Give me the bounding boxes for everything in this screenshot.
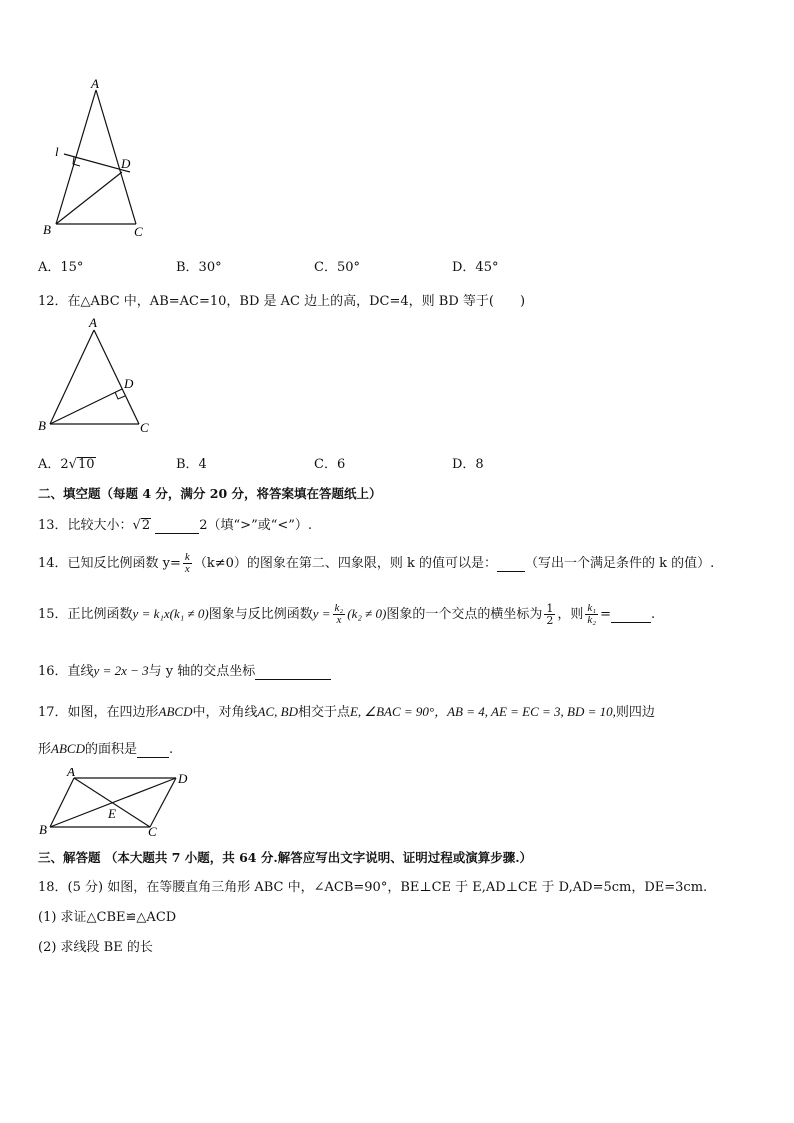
- q15-expr2-fraction: [333, 603, 346, 626]
- q17-figure: [36, 768, 196, 838]
- q12-label-b: B: [38, 418, 46, 433]
- q16-answer-blank[interactable]: [255, 664, 331, 680]
- q18-part1: (1) 求证△CBE≌△ACD: [38, 910, 177, 925]
- q14-prefix: 14．已知反比例函数 y=: [38, 556, 181, 571]
- q17-label-b: B: [39, 822, 47, 837]
- q11-option-d[interactable]: D．45°: [452, 260, 499, 275]
- q15-expr2-lhs: y =: [312, 606, 331, 621]
- q16-suffix: 与 y 轴的交点坐标: [148, 664, 256, 679]
- q11-label-c: C: [134, 224, 143, 239]
- q12-figure: [36, 316, 158, 436]
- q11-figure: [40, 78, 150, 240]
- q15-expr1: y = k₁x(k₁ ≠ 0): [132, 606, 209, 621]
- q14-frac-num: k: [184, 551, 190, 563]
- q14-suffix: （写出一个满足条件的 k 的值）.: [525, 556, 715, 571]
- q13: [38, 514, 312, 534]
- q17-label-c: C: [148, 824, 157, 838]
- q15-expr2-num: k₂: [334, 602, 344, 614]
- q16-expr: y = 2x − 3: [93, 663, 149, 678]
- q16: [38, 660, 331, 680]
- q11-label-l: l: [55, 144, 59, 159]
- q13-prefix: 13．比较大小：: [38, 518, 133, 533]
- q17-abcd: ABCD: [158, 704, 193, 719]
- q17-line2-a: 形: [38, 742, 52, 757]
- q17-line1-a: 17．如图，在四边形: [38, 705, 159, 720]
- q17-label-d: D: [178, 771, 188, 786]
- q14-frac-den: x: [184, 563, 190, 575]
- q17-label-e: E: [108, 806, 116, 821]
- q17-abcd-2: ABCD: [51, 741, 85, 756]
- q15-prefix: 15．正比例函数: [38, 607, 133, 622]
- q17-line2: 形ABCD的面积是 .: [38, 741, 174, 757]
- q17-line1-b: 中，对角线: [192, 705, 258, 720]
- q14-fraction: [183, 552, 192, 575]
- q11-label-a: A: [91, 78, 99, 91]
- q12-option-a-radicand: 10: [77, 457, 95, 472]
- q17-line1-c: 相交于点: [297, 705, 350, 720]
- q15-half-fraction: [544, 603, 555, 626]
- q12-option-a-prefix: A．2: [38, 457, 69, 472]
- q15-half-den: 2: [546, 614, 554, 627]
- q17-answer-blank[interactable]: [137, 742, 169, 758]
- q12-option-a[interactable]: [38, 453, 96, 472]
- q17-label-a: A: [67, 768, 75, 779]
- q15-answer-blank[interactable]: [611, 607, 651, 623]
- q15-expr2-den: x: [336, 614, 342, 626]
- q17-line2-b: 的面积是: [84, 742, 137, 757]
- q13-radicand: 2: [141, 518, 151, 533]
- section3-heading: 三、解答题 （本大题共 7 小题，共 64 分.解答应写出文字说明、证明过程或演算步骤.）: [38, 850, 533, 865]
- section2-heading: 二、填空题（每题 4 分，满分 20 分，将答案填在答题纸上）: [38, 486, 382, 501]
- q15-mid1: 图象与反比例函数: [208, 607, 313, 622]
- q13-mid: 2（填“>”或“<”）.: [199, 518, 313, 533]
- q15-ratio-den: k₂: [587, 614, 597, 626]
- q12-option-c[interactable]: C．6: [314, 457, 346, 472]
- q17-line1-d: 则四边: [615, 705, 655, 720]
- q12-option-d[interactable]: D．8: [452, 457, 484, 472]
- q17-cond: E, ∠BAC = 90°，AB = 4, AE = EC = 3, BD = 10,: [349, 704, 616, 719]
- q15-mid3: ，则: [557, 607, 584, 622]
- q13-answer-blank[interactable]: [155, 518, 199, 534]
- q12-option-b[interactable]: B．4: [176, 457, 207, 472]
- q12-label-d: D: [124, 376, 134, 391]
- q14: [38, 552, 714, 575]
- q18-part2: (2) 求线段 BE 的长: [38, 940, 153, 955]
- q11-label-d: D: [121, 156, 131, 171]
- q15-ratio-num: k₁: [587, 602, 597, 614]
- q17-acbd: AC, BD: [257, 704, 298, 719]
- q12-label-a: A: [89, 316, 97, 330]
- q15-expr2-cond: (k₂ ≠ 0): [347, 606, 387, 621]
- q15-mid2: 图象的一个交点的横坐标为: [386, 607, 543, 622]
- q15-ratio-fraction: [585, 603, 598, 626]
- q14-answer-blank[interactable]: [497, 556, 525, 572]
- q12-label-c: C: [140, 420, 149, 435]
- q14-condition: （k≠0）的图象在第二、四象限，则 k 的值可以是：: [193, 556, 497, 571]
- q15: 15．正比例函数y = k₁x(k₁ ≠ 0)图象与反比例函数y = $\frac{\text{k₂}}{x}$ (k₂ ≠ 0)图象的一个交点的横坐标为 $\frac{1}{2}$ ，则 $\frac{\text{k₁}}{\text{k₂}}$ = .: [38, 602, 656, 627]
- sqrt-symbol-icon: √: [132, 518, 141, 533]
- q11-option-c[interactable]: C．50°: [314, 260, 360, 275]
- q11-option-b[interactable]: B．30°: [176, 260, 222, 275]
- q18-stem: 18．(5 分) 如图，在等腰直角三角形 ABC 中，∠ACB=90°，BE⊥CE 于 E,AD⊥CE 于 D,AD=5cm，DE=3cm.: [38, 880, 708, 895]
- q17-line1: [38, 701, 655, 720]
- sqrt-symbol-icon: √: [68, 457, 77, 472]
- q15-suffix: =: [600, 607, 612, 622]
- q11-option-a[interactable]: A．15°: [38, 260, 84, 275]
- q16-prefix: 16．直线: [38, 664, 94, 679]
- q15-half-num: 1: [546, 602, 554, 615]
- q11-label-b: B: [43, 222, 51, 237]
- q12-stem: 12．在△ABC 中，AB=AC=10，BD 是 AC 边上的高，DC=4，则 BD 等于( ): [38, 294, 526, 309]
